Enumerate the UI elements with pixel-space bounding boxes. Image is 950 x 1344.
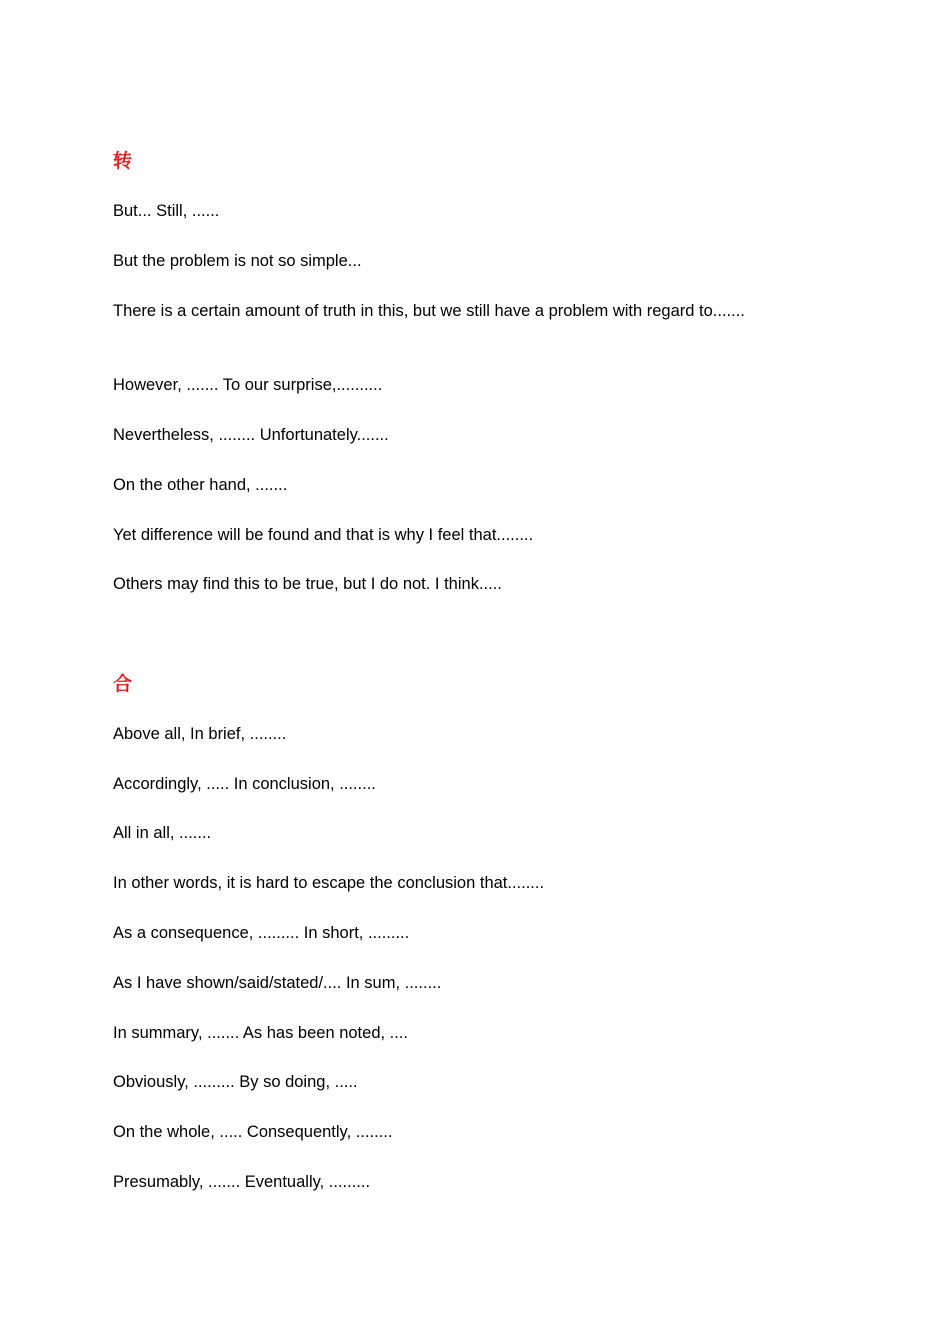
phrase-line: There is a certain amount of truth in this, but we still have a problem with regard to.......	[113, 302, 745, 320]
phrase-line: On the whole, ..... Consequently, ........	[113, 1123, 393, 1141]
phrase-line: Obviously, ......... By so doing, .....	[113, 1073, 358, 1091]
phrase-line: But the problem is not so simple...	[113, 252, 362, 270]
phrase-line: Nevertheless, ........ Unfortunately.......	[113, 426, 389, 444]
phrase-line: Others may find this to be true, but I do not. I think.....	[113, 575, 502, 593]
phrase-line: As I have shown/said/stated/.... In sum, ........	[113, 974, 442, 992]
phrase-line: But... Still, ......	[113, 202, 220, 220]
section-heading: 转	[113, 150, 133, 172]
phrase-line: On the other hand, .......	[113, 476, 288, 494]
phrase-line: As a consequence, ......... In short, .........	[113, 924, 410, 942]
phrase-line: In summary, ....... As has been noted, ....	[113, 1024, 409, 1042]
phrase-line: Presumably, ....... Eventually, .........	[113, 1173, 371, 1191]
phrase-line: Yet difference will be found and that is why I feel that........	[113, 526, 534, 544]
phrase-line: However, ....... To our surprise,..........	[113, 376, 383, 394]
section-heading: 合	[113, 673, 133, 695]
phrase-line: In other words, it is hard to escape the conclusion that........	[113, 874, 545, 892]
phrase-line: Accordingly, ..... In conclusion, ........	[113, 775, 376, 793]
phrase-line: All in all, .......	[113, 824, 212, 842]
phrase-line: Above all, In brief, ........	[113, 725, 287, 743]
